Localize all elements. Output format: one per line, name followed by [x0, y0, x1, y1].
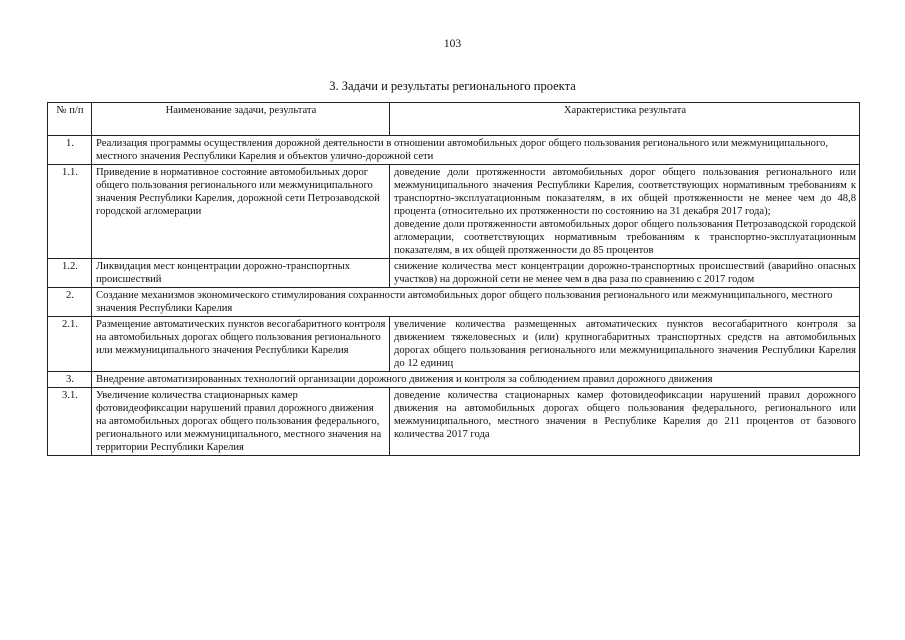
- section-row: [48, 372, 860, 388]
- row-number: 1.1.: [48, 165, 92, 259]
- result-characteristic: [390, 388, 860, 456]
- section-row: [48, 136, 860, 165]
- table-row: [48, 317, 860, 372]
- section-row: [48, 288, 860, 317]
- task-name: Ликвидация мест концентрации дорожно-транспортных происшествий: [92, 259, 390, 288]
- section-title: 3. Задачи и результаты регионального проекта: [329, 79, 576, 93]
- result-part: снижение количества мест концентрации дорожно-транспортных происшествий (аварийно опасных участков) на дорожной сети не менее чем в два раза по сравнению с 2017 годом: [394, 261, 856, 285]
- task-name: Приведение в нормативное состояние автомобильных дорог общего пользования регионального или межмуниципального значения Республики Карелия, дорожной сети Петрозаводской городской агломерации: [92, 165, 390, 259]
- section-text: Создание механизмов экономического стимулирования сохранности автомобильных дорог общего пользования регионального или межмуниципального, местного значения Республики Карелия: [92, 288, 860, 317]
- row-number: 3.: [48, 372, 92, 388]
- result-characteristic: [390, 259, 860, 288]
- table-row: [48, 259, 860, 288]
- result-characteristic: [390, 165, 860, 259]
- table-row: [48, 388, 860, 456]
- result-part: доведение доли протяженности автомобильных дорог общего пользования регионального или межмуниципального значения Республики Карелия, соответствующих нормативным требованиям к транспортно-эксплуатационным показателям, в их общей протяженности не менее чем до 48,8 процента (относительно их протяженности по состоянию на 31 декабря 2017 года);: [394, 167, 856, 217]
- row-number: 3.1.: [48, 388, 92, 456]
- row-number: 2.: [48, 288, 92, 317]
- table-row: [48, 165, 860, 259]
- header-characteristic: Характеристика результата: [390, 103, 860, 136]
- tasks-results-table: [47, 102, 860, 456]
- task-name: Размещение автоматических пунктов весогабаритного контроля на автомобильных дорогах общего пользования регионального или межмуниципального значения Республики Карелия: [92, 317, 390, 372]
- header-task: Наименование задачи, результата: [92, 103, 390, 136]
- row-number: 2.1.: [48, 317, 92, 372]
- section-text: Внедрение автоматизированных технологий организации дорожного движения и контроля за соблюдением правил дорожного движения: [92, 372, 860, 388]
- result-part: доведение доли протяженности автомобильных дорог общего пользования Петрозаводской городской агломерации, соответствующих нормативным требованиям к транспортно-эксплуатационным показателям, в их общей протяженности до 85 процентов: [394, 219, 856, 256]
- task-name: Увеличение количества стационарных камер фотовидеофиксации нарушений правил дорожного движения на автомобильных дорогах общего пользования федерального, регионального или межмуниципального, местного значения на территории Республики Карелия: [92, 388, 390, 456]
- table-header-row: [48, 103, 860, 136]
- row-number: 1.2.: [48, 259, 92, 288]
- result-part: увеличение количества размещенных автоматических пунктов весогабаритного контроля за движением тяжеловесных и (или) крупногабаритных транспортных средств на автомобильных дорогах общего пользования регионального или межмуниципального значения Республики Карелия до 12 единиц: [394, 319, 856, 369]
- header-num: № п/п: [48, 103, 92, 136]
- row-number: 1.: [48, 136, 92, 165]
- result-characteristic: [390, 317, 860, 372]
- section-text: Реализация программы осуществления дорожной деятельности в отношении автомобильных дорог общего пользования регионального или межмуниципального, местного значения Республики Карелия и объектов улично-дорожной сети: [92, 136, 860, 165]
- page-number: 103: [443, 38, 462, 50]
- result-part: доведение количества стационарных камер фотовидеофиксации нарушений правил дорожного движения на автомобильных дорогах общего пользования федерального, регионального или межмуниципального, местного значения в Республике Карелия до 211 процентов от базового количества 2017 года: [394, 390, 856, 440]
